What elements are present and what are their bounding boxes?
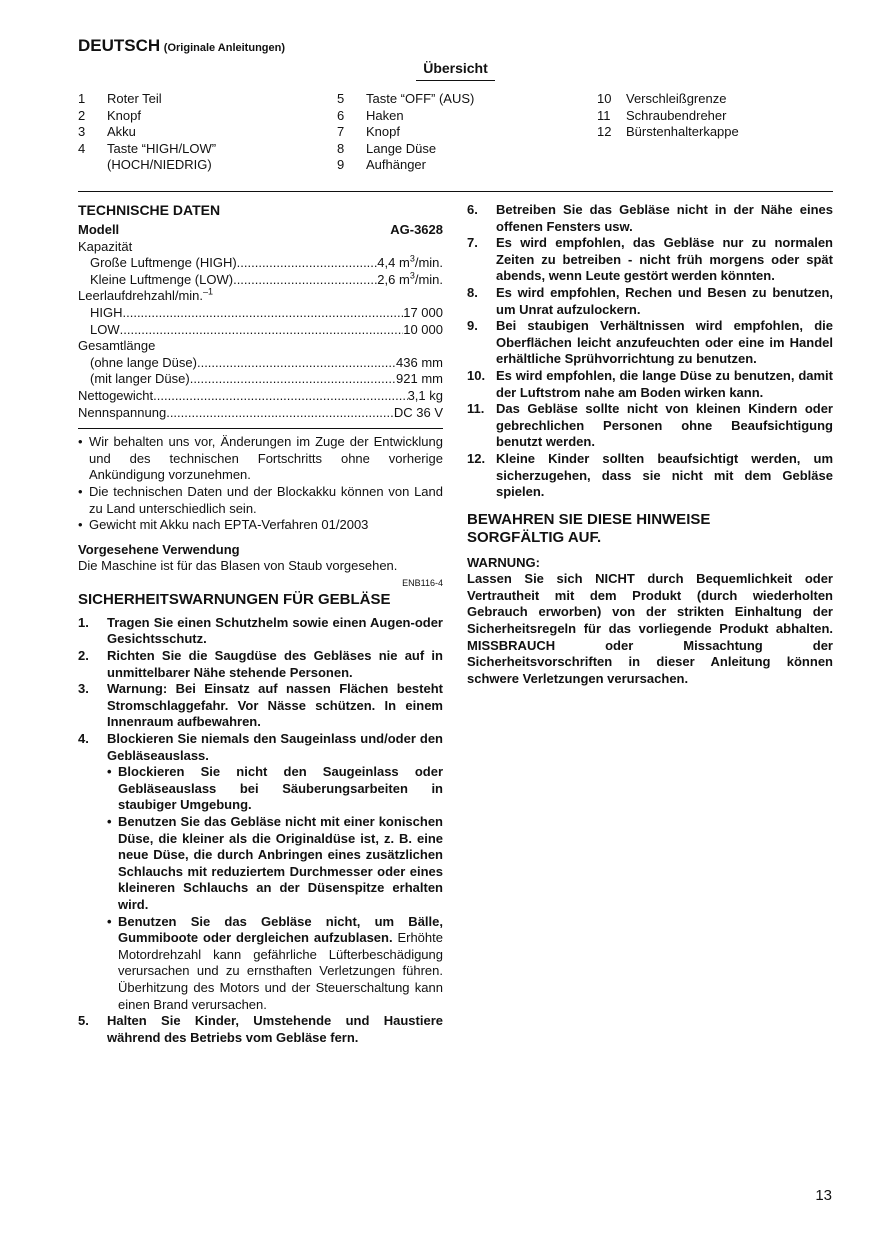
list-item: 11. Das Gebläse sollte nicht von kleinen Kindern oder gebrechlichen Personen ohne Beaufsichtigung benutzt werden.	[467, 401, 833, 450]
list-item: 2 Knopf	[78, 107, 141, 123]
list-item: 8 Lange Düse	[337, 140, 437, 156]
list-item: 6 Haken	[337, 107, 404, 123]
list-item: 3. Warnung: Bei Einsatz auf nassen Flächen besteht Stromschlaggefahr. Vor Nässe schützen. In einem Innenraum aufbewahren.	[78, 681, 443, 730]
list-item: 1 Roter Teil	[78, 91, 162, 106]
list-item: 4 Taste “HIGH/LOW”	[78, 140, 217, 156]
list-item: 7 Knopf	[337, 124, 400, 140]
list-item: 4. Blockieren Sie niemals den Saugeinlass und/oder den Gebläseauslass. • Blockieren Sie nicht den Saugeinlass oder Gebläseauslass bei Säuberungsarbeiten in staubiger Umgebung. • Benutzen Sie das Gebläse nicht mit einer konischen Düse, die kleiner als die Originaldüse ist, z. B. eine neue Düse, die durch Anbringen eines zusätzlichen Schlauchs mit reduziertem Durchmesser oder eines kleineren Schlauchs an der Düsenspitze erhalten wird. • Benutzen Sie das Gebläse nicht, um Bälle, Gummiboote oder dergleichen aufzublasen. Erhöhte Motordrehzahl kann gefährliche Lüfterbeschädigung verursachen und zu ernsthaften Verletzungen führen. Überhitzung des Motors und der Steuerschaltung kann einen Brand verursachen.	[78, 731, 443, 1012]
spec-row-voltage: Nennspannung ..... DC 36 V	[78, 405, 443, 422]
list-item: 11 Schraubendreher	[597, 107, 727, 123]
list-item: 7. Es wird empfohlen, das Gebläse nur zu normalen Zeiten zu betreiben - nicht früh morgens oder spät abends, wenn Leute gestört werden könnten.	[467, 235, 833, 284]
keep-instructions-title: BEWAHREN SIE DIESE HINWEISE SORGFÄLTIG AUF.	[467, 510, 711, 546]
capacity-label: Kapazität	[78, 238, 133, 254]
model-row	[78, 222, 443, 239]
page-header	[78, 38, 285, 57]
list-item: • Benutzen Sie das Gebläse nicht mit einer konischen Düse, die kleiner als die Originaldüse ist, z. B. eine neue Düse, die durch Anbringen eines zusätzlichen Schlauchs mit reduziertem Durchmesser oder eines kleineren Schlauchs an der Düsenspitze erhalten wird.	[107, 814, 443, 912]
page-number: 13	[815, 1187, 832, 1204]
spec-row-air-low: Kleine Luftmenge (LOW) ..... 2,6 $m^3/\min$.	[78, 272, 443, 289]
list-item: 3 Akku	[78, 124, 136, 140]
list-item: • Gewicht mit Akku nach EPTA-Verfahren 01/2003	[78, 517, 369, 533]
safety-title: SICHERHEITSWARNUNGEN FÜR GEBLÄSE	[78, 590, 391, 608]
parts-list-col-2	[337, 91, 474, 174]
spec-row-air-high: Große Luftmenge (HIGH) ..... 4,4 $m^3/\min$.	[78, 255, 443, 272]
list-item: 9. Bei staubigen Verhältnissen wird empfohlen, die Oberflächen leicht anzufeuchten oder eine im Handel erhältliche Sprühvorrichtung zu benutzen.	[467, 318, 833, 367]
divider	[78, 428, 443, 429]
noload-label: Leerlaufdrehzahl/min.$^{-1}$	[78, 287, 214, 304]
list-item: • Blockieren Sie nicht den Saugeinlass oder Gebläseauslass bei Säuberungsarbeiten in staubiger Umgebung.	[107, 764, 443, 813]
warning-label: WARNUNG:	[467, 554, 540, 570]
spec-row-len-short: (ohne lange Düse) ..... 436 mm	[78, 355, 443, 372]
list-item: (HOCH/NIEDRIG)	[107, 157, 212, 173]
list-item: 12. Kleine Kinder sollten beaufsichtigt werden, um sicherzugehen, dass sie nicht mit dem Gebläse spielen.	[467, 450, 833, 500]
list-item: 5 Taste “OFF” (AUS)	[337, 91, 475, 106]
intended-use-text: Die Maschine ist für das Blasen von Staub vorgesehen.	[78, 558, 398, 574]
model-label: Modell	[78, 222, 120, 237]
specs-title: TECHNISCHE DATEN	[78, 202, 221, 218]
enb-code: ENB116-4	[402, 577, 443, 588]
list-item: • Die technischen Daten und der Blockakku können von Land zu Land unterschiedlich sein.	[78, 483, 443, 516]
list-item: 1. Tragen Sie einen Schutzhelm sowie einen Augen-oder Gesichtsschutz.	[78, 614, 443, 647]
overview-title: Übersicht	[416, 60, 495, 81]
list-item: 2. Richten Sie die Saugdüse des Gebläses nie auf in unmittelbarer Nähe stehende Personen.	[78, 648, 443, 680]
list-item: 9 Aufhänger	[337, 157, 426, 173]
language-subtitle: (Originale Anleitungen)	[163, 42, 286, 54]
length-label: Gesamtlänge	[78, 338, 156, 354]
model-value: AG-3628	[390, 222, 443, 237]
list-item: • Wir behalten uns vor, Änderungen im Zuge der Entwicklung und des technischen Fortschritts ohne vorherige Ankündigung vorzunehmen.	[78, 434, 443, 483]
list-item: 12 Bürstenhalterkappe	[597, 124, 739, 140]
list-item: 5. Halten Sie Kinder, Umstehende und Haustiere während des Betriebs vom Gebläse fern.	[78, 1013, 443, 1045]
right-column	[467, 202, 833, 687]
parts-list-col-1	[78, 91, 216, 174]
intended-use-title: Vorgesehene Verwendung	[78, 541, 240, 557]
parts-list-col-3	[597, 91, 739, 141]
list-item: 6. Betreiben Sie das Gebläse nicht in der Nähe eines offenen Fensters usw.	[467, 202, 833, 234]
spec-row-len-long: (mit langer Düse) ..... 921 mm	[78, 371, 443, 388]
language-title: DEUTSCH	[78, 36, 161, 55]
divider	[78, 191, 833, 192]
list-item: 8. Es wird empfohlen, Rechen und Besen zu benutzen, um Unrat aufzulockern.	[467, 284, 833, 317]
left-column	[78, 202, 443, 1046]
list-item: • Benutzen Sie das Gebläse nicht, um Bälle, Gummiboote oder dergleichen aufzublasen. Erhöhte Motordrehzahl kann gefährliche Lüfterbeschädigung verursachen und zu ernsthaften Verletzungen führen. Überhitzung des Motors und der Steuerschaltung kann einen Brand verursachen.	[107, 913, 443, 1012]
list-item: 10. Es wird empfohlen, die lange Düse zu benutzen, damit der Luftstrom nahe am Boden wirken kann.	[467, 367, 833, 400]
spec-row-weight: Nettogewicht ..... 3,1 kg	[78, 388, 443, 405]
spec-row-low: LOW ..... 10 000	[78, 322, 443, 339]
list-item: 10 Verschleißgrenze	[597, 91, 727, 106]
warning-text: Lassen Sie sich NICHT durch Bequemlichkeit oder Vertrautheit mit dem Produkt (durch wiederholten Gebrauch erworben) von der strikten Einhaltung der Sicherheitsregeln für das vorliegende Produkt abhalten. MISSBRAUCH oder Missachtung der Sicherheitsvorschriften in dieser Anleitung können schwere Verletzungen verursachen.	[467, 571, 833, 686]
spec-row-high: HIGH ..... 17 000	[78, 305, 443, 322]
